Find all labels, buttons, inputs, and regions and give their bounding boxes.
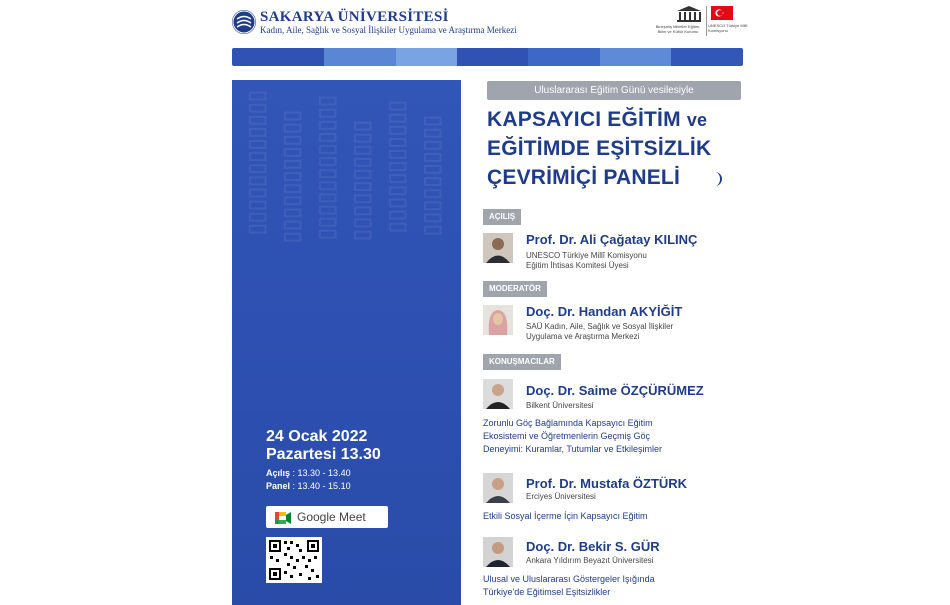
stripe-segment xyxy=(457,48,529,66)
university-logo xyxy=(232,10,256,34)
speaker-name: Prof. Dr. Mustafa ÖZTÜRK xyxy=(526,476,688,491)
opening-speaker-name: Prof. Dr. Ali Çağatay KILINÇ xyxy=(526,232,698,247)
speaker-affiliation: Erciyes Üniversitesi xyxy=(526,492,596,501)
google-meet-icon xyxy=(275,511,291,523)
speaker-name: Doç. Dr. Bekir S. GÜR xyxy=(526,539,660,554)
section-label-moderator: MODERATÖR xyxy=(483,281,547,297)
logo-divider xyxy=(706,6,707,36)
schedule-time: : 13.30 - 13.40 xyxy=(292,468,351,478)
watermark-pattern: ▯▯▯▯▯▯▯▯▯▯▯ xyxy=(282,110,307,244)
schedule-opening xyxy=(266,468,351,478)
title-text: KAPSAYICI EĞİTİM xyxy=(487,108,681,131)
title-line-1 xyxy=(487,108,707,132)
unesco-logo xyxy=(675,5,703,23)
speaker-photo xyxy=(483,473,513,503)
event-date: 24 Ocak 2022 xyxy=(266,428,368,445)
stripe-segment xyxy=(324,48,396,66)
talk-title-line: Ulusal ve Uluslararası Göstergeler Işığında xyxy=(483,574,655,584)
google-meet-button[interactable] xyxy=(266,506,388,528)
unesco-commission-label: UNESCO Türkiye Millî Komisyonu xyxy=(708,23,748,33)
watermark-pattern: ▯▯▯▯▯▯▯▯▯▯▯▯ xyxy=(247,90,272,236)
speaker-affiliation: Ankara Yıldırım Beyazıt Üniversitesi xyxy=(526,556,654,565)
occasion-banner: Uluslararası Eğitim Günü vesilesiyle xyxy=(487,81,741,100)
unesco-logo-text: Birleşmiş Milletler Eğitim, Bilim ve Kültür Kurumu xyxy=(655,24,701,34)
watermark-pattern: ▯▯▯▯▯▯▯▯▯▯▯ xyxy=(387,100,412,234)
qr-code[interactable] xyxy=(266,537,322,583)
section-label-speakers: KONUŞMACILAR xyxy=(483,354,561,370)
stripe-segment xyxy=(528,48,600,66)
title-decoration xyxy=(702,172,722,186)
talk-title-line: Zorunlu Göç Bağlamında Kapsayıcı Eğitim xyxy=(483,418,653,428)
opening-speaker-affiliation: UNESCO Türkiye Millî Komisyonu xyxy=(526,251,647,260)
stripe-segment xyxy=(232,48,324,66)
google-meet-label: Google Meet xyxy=(297,510,366,524)
stripe-segment xyxy=(396,48,457,66)
watermark-pattern: ▯▯▯▯▯▯▯▯▯▯▯▯ xyxy=(317,95,342,241)
watermark-pattern: ▯▯▯▯▯▯▯▯▯▯ xyxy=(352,120,377,242)
moderator-photo xyxy=(483,305,513,335)
moderator-affiliation: SAÜ Kadın, Aile, Sağlık ve Sosyal İlişkiler xyxy=(526,322,674,331)
opening-speaker-role: Eğitim İhtisas Komitesi Üyesi xyxy=(526,261,629,270)
moderator-affiliation-line2: Uygulama ve Araştırma Merkezi xyxy=(526,332,640,341)
turkish-flag-icon xyxy=(711,6,733,20)
moderator-name: Doç. Dr. Handan AKYİĞİT xyxy=(526,304,683,319)
speaker-photo xyxy=(483,379,513,409)
title-line-3: ÇEVRİMİÇİ PANELİ xyxy=(487,166,680,189)
talk-title-line: Türkiye'de Eğitimsel Eşitsizlikler xyxy=(483,587,611,597)
schedule-label: Panel xyxy=(266,481,291,491)
speaker-name: Doç. Dr. Saime ÖZÇÜRÜMEZ xyxy=(526,383,704,398)
decorative-stripe xyxy=(232,48,743,66)
speaker-photo xyxy=(483,537,513,567)
event-day-time: Pazartesi 13.30 xyxy=(266,446,381,463)
watermark-pattern: ▯▯▯▯▯▯▯▯▯▯ xyxy=(422,115,447,237)
talk-title-line: Ekosistemi ve Öğretmenlerin Geçmiş Göç xyxy=(483,431,651,441)
university-name: SAKARYA ÜNİVERSİTESİ xyxy=(260,9,449,25)
speaker-affiliation: Bilkent Üniversitesi xyxy=(526,401,594,410)
center-name: Kadın, Aile, Sağlık ve Sosyal İlişkiler Uygulama ve Araştırma Merkezi xyxy=(260,25,517,35)
stripe-segment xyxy=(600,48,672,66)
schedule-panel xyxy=(266,481,351,491)
section-label-opening: AÇILIŞ xyxy=(483,209,521,225)
title-line-2: EĞİTİMDE EŞİTSİZLİK xyxy=(487,137,712,160)
talk-title-line: Deneyimi: Kuramlar, Tutumlar ve Etkileşimler xyxy=(483,444,663,454)
schedule-time: : 13.40 - 15.10 xyxy=(292,481,351,491)
stripe-segment xyxy=(671,48,743,66)
talk-title-line: Etkili Sosyal İçerme İçin Kapsayıcı Eğitim xyxy=(483,511,648,521)
title-conjunction: ve xyxy=(686,110,708,130)
speaker-photo xyxy=(483,233,513,263)
schedule-label: Açılış xyxy=(266,468,291,478)
